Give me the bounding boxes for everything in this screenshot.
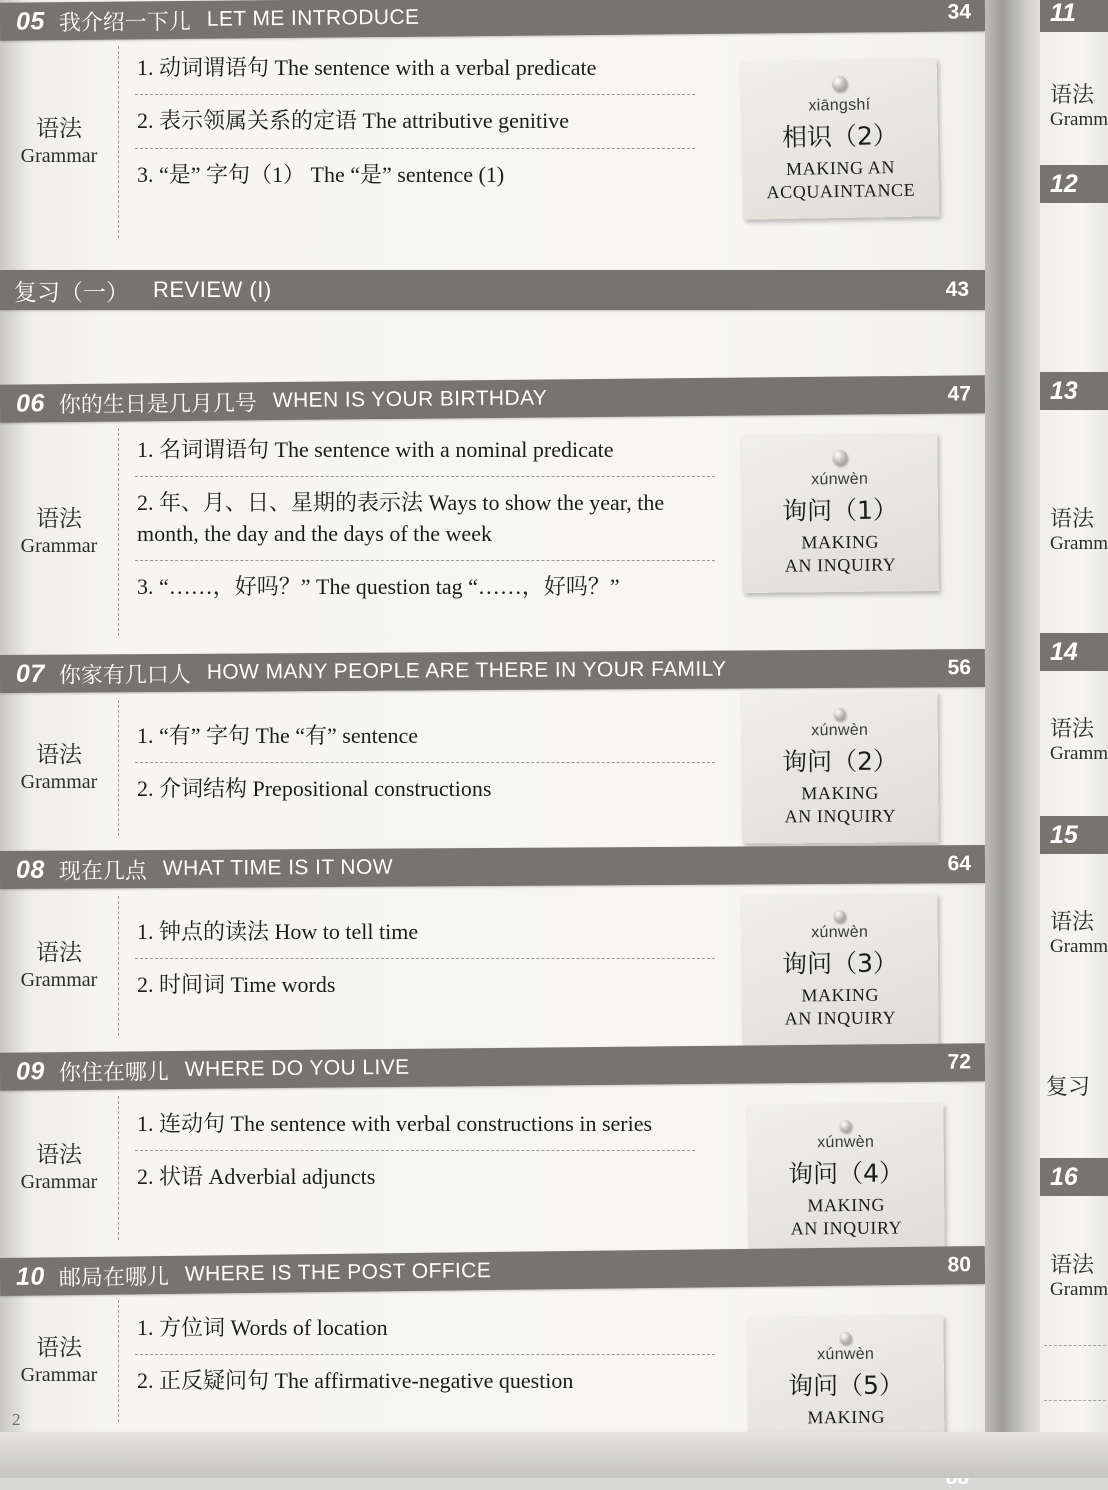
lesson-title-cn: 我介绍一下儿 — [58, 9, 191, 36]
note-title-en-line1: MAKING — [807, 1194, 886, 1216]
grammar-items — [119, 1296, 725, 1426]
grammar-label-cn: 语法 — [36, 940, 82, 967]
note-pinyin: xiāngshí — [808, 96, 871, 115]
pin-icon — [834, 708, 846, 720]
note-pinyin: xúnwèn — [817, 1133, 875, 1152]
facing-grammar-label — [1050, 712, 1108, 765]
sticky-note-05 — [741, 58, 940, 219]
lesson-page-number: 64 — [947, 852, 972, 876]
grammar-label-en: Grammar — [20, 144, 98, 167]
note-pinyin: xúnwèn — [811, 923, 869, 942]
grammar-label — [0, 700, 119, 836]
grammar-item: 1. 连动句 The sentence with verbal constructions in series — [135, 1098, 695, 1151]
grammar-item: 2. 表示领属关系的定语 The attributive genitive — [135, 95, 695, 148]
note-title-cn: 询问（3） — [781, 948, 899, 979]
grammar-label-en: Grammar — [20, 1170, 98, 1193]
pin-icon — [833, 910, 845, 922]
lesson-title-en: WHEN IS YOUR BIRTHDAY — [272, 386, 548, 413]
pin-icon — [839, 1332, 851, 1344]
grammar-item: 1. 动词谓语句 The sentence with a verbal predicate — [135, 42, 695, 95]
lesson-title-cn: 现在几点 — [58, 858, 147, 885]
facing-grammar-label — [1050, 905, 1108, 958]
grammar-block-10 — [0, 1290, 985, 1432]
lesson-number: 05 — [15, 6, 45, 36]
lesson-header-09[interactable] — [0, 1043, 985, 1090]
facing-lesson-bar: 14 — [1040, 633, 1108, 671]
note-title-cn: 询问（5） — [787, 1370, 905, 1401]
review-page-number: 43 — [945, 278, 969, 301]
grammar-items — [119, 424, 725, 640]
lesson-number: 08 — [15, 855, 45, 884]
lesson-page-number: 80 — [947, 1253, 972, 1277]
review-title-cn: 复习（一） — [14, 279, 129, 306]
lesson-title-en: HOW MANY PEOPLE ARE THERE IN YOUR FAMILY — [206, 657, 727, 684]
grammar-label-cn: 语法 — [36, 742, 82, 769]
pin-icon — [839, 1120, 851, 1132]
facing-grammar-label — [1050, 502, 1108, 555]
grammar-block-05 — [0, 36, 985, 248]
grammar-item: 3. “是” 字句（1） The “是” sentence (1) — [137, 161, 505, 187]
facing-lesson-bar: 11 — [1040, 0, 1108, 32]
grammar-item: 1. “有” 字句 The “有” sentence — [135, 710, 715, 763]
grammar-item: 3. “……，好吗？” The question tag “……，好吗？” — [137, 574, 620, 600]
note-title-en-line2: AN INQUIRY — [784, 806, 897, 827]
facing-page — [1040, 0, 1108, 1478]
review-header-1[interactable] — [0, 270, 985, 310]
grammar-label-cn: 语法 — [36, 116, 82, 143]
lesson-number: 09 — [15, 1056, 45, 1086]
lesson-header-10[interactable] — [0, 1246, 985, 1296]
lesson-title-cn: 你家有几口人 — [58, 662, 191, 689]
grammar-label-cn: 语法 — [36, 1335, 82, 1362]
lesson-title-en: WHAT TIME IS IT NOW — [162, 855, 393, 881]
facing-lesson-bar: 12 — [1040, 165, 1108, 203]
facing-lesson-bar: 16 — [1040, 1158, 1108, 1196]
facing-grammar-cn: 语法 — [1050, 1253, 1095, 1278]
facing-lesson-bar: 15 — [1040, 816, 1108, 854]
lesson-number: 07 — [15, 659, 45, 688]
lesson-number: 06 — [15, 388, 45, 418]
facing-grammar-label — [1050, 1248, 1108, 1301]
grammar-label — [0, 428, 119, 636]
note-title-en-line1: MAKING — [801, 782, 880, 804]
review-title-en: REVIEW (I) — [153, 277, 272, 302]
grammar-label-en: Grammar — [20, 770, 98, 793]
grammar-block-07 — [0, 690, 985, 846]
page-folio: 2 — [12, 1410, 21, 1429]
grammar-block-09 — [0, 1086, 985, 1250]
lesson-page-number: 47 — [947, 382, 972, 406]
grammar-item: 2. 时间词 Time words — [137, 972, 336, 998]
grammar-item: 1. 钟点的读法 How to tell time — [135, 906, 715, 959]
note-title-cn: 询问（4） — [787, 1158, 905, 1189]
grammar-item: 1. 名词谓语句 The sentence with a nominal predicate — [135, 424, 715, 477]
pin-icon — [831, 76, 846, 91]
grammar-item: 2. 年、月、日、星期的表示法 Ways to show the year, the month, the day and the days of the week — [135, 477, 715, 561]
lesson-number: 10 — [15, 1261, 46, 1291]
note-title-en-line1: MAKING — [807, 1406, 886, 1428]
grammar-items — [119, 696, 725, 840]
facing-grammar-en: Gramm — [1050, 936, 1108, 957]
grammar-label-en: Grammar — [20, 534, 98, 557]
note-pinyin: xúnwèn — [811, 721, 869, 740]
book-gutter — [985, 0, 1045, 1478]
lesson-title-en: LET ME INTRODUCE — [206, 5, 420, 31]
note-pinyin: xúnwèn — [811, 470, 869, 489]
facing-grammar-cn: 语法 — [1050, 83, 1095, 108]
grammar-item: 2. 状语 Adverbial adjuncts — [137, 1164, 376, 1190]
lesson-title-cn: 你的生日是几月几号 — [58, 390, 257, 418]
grammar-item: 1. 方位词 Words of location — [135, 1302, 715, 1355]
note-title-cn: 询问（1） — [781, 495, 899, 526]
grammar-label-cn: 语法 — [36, 506, 82, 533]
note-title-cn: 询问（2） — [781, 746, 899, 777]
grammar-label — [0, 46, 119, 238]
facing-grammar-cn: 语法 — [1050, 717, 1095, 742]
lesson-header-08[interactable] — [0, 845, 985, 889]
note-title-en-line2: AN INQUIRY — [784, 1007, 897, 1029]
page-bottom-edge — [0, 1432, 1108, 1478]
lesson-title-en: WHERE IS THE POST OFFICE — [184, 1259, 492, 1286]
lesson-header-05[interactable] — [0, 0, 985, 41]
lesson-page-number: 72 — [947, 1050, 972, 1074]
grammar-block-06 — [0, 418, 985, 646]
facing-divider — [1044, 1345, 1106, 1346]
sticky-note-08 — [741, 893, 938, 1045]
note-title-en-line2: AN INQUIRY — [790, 1217, 903, 1239]
lesson-page-number: 34 — [947, 0, 972, 24]
note-title-en-line2: AN INQUIRY — [784, 554, 897, 576]
lesson-page-number: 56 — [947, 656, 972, 680]
grammar-item: 2. 正反疑问句 The affirmative-negative question — [137, 1368, 574, 1394]
grammar-item: 2. 介词结构 Prepositional constructions — [137, 776, 492, 802]
sticky-note-06 — [741, 433, 939, 593]
grammar-label-en: Grammar — [20, 1363, 98, 1386]
lesson-header-06[interactable] — [0, 375, 985, 422]
facing-grammar-label — [1050, 78, 1108, 131]
facing-grammar-en: Gramm — [1050, 533, 1108, 554]
facing-divider — [1044, 1400, 1106, 1401]
grammar-label-en: Grammar — [20, 968, 98, 991]
grammar-label — [0, 1300, 119, 1422]
note-title-en-line1: MAKING AN — [785, 157, 896, 179]
sticky-note-07 — [741, 691, 938, 843]
grammar-block-08 — [0, 886, 985, 1046]
note-title-en-line1: MAKING — [801, 984, 880, 1006]
note-pinyin: xúnwèn — [817, 1345, 875, 1364]
facing-grammar-en: Gramm — [1050, 1279, 1108, 1300]
facing-grammar-cn: 语法 — [1050, 507, 1095, 532]
grammar-label — [0, 1096, 119, 1240]
facing-lesson-bar: 13 — [1040, 372, 1108, 410]
grammar-items — [119, 1092, 705, 1244]
facing-grammar-en: Gramm — [1050, 743, 1108, 764]
pin-icon — [832, 450, 847, 465]
note-title-cn: 相识（2） — [781, 120, 899, 153]
grammar-label — [0, 896, 119, 1036]
note-title-en-line2: ACQUAINTANCE — [766, 180, 916, 203]
facing-grammar-cn: 语法 — [1050, 910, 1095, 935]
lesson-title-cn: 邮局在哪儿 — [58, 1264, 170, 1291]
lesson-header-07[interactable] — [0, 649, 985, 693]
lesson-title-cn: 你住在哪儿 — [58, 1059, 169, 1086]
lesson-title-en: WHERE DO YOU LIVE — [184, 1055, 410, 1081]
sticky-note-09 — [747, 1103, 944, 1255]
facing-grammar-en: Gramm — [1050, 109, 1108, 130]
note-title-en-line1: MAKING — [801, 531, 880, 553]
facing-review-label: 复习 — [1046, 1075, 1091, 1100]
grammar-label-cn: 语法 — [36, 1142, 82, 1169]
grammar-items — [119, 892, 725, 1040]
grammar-items — [119, 42, 705, 242]
